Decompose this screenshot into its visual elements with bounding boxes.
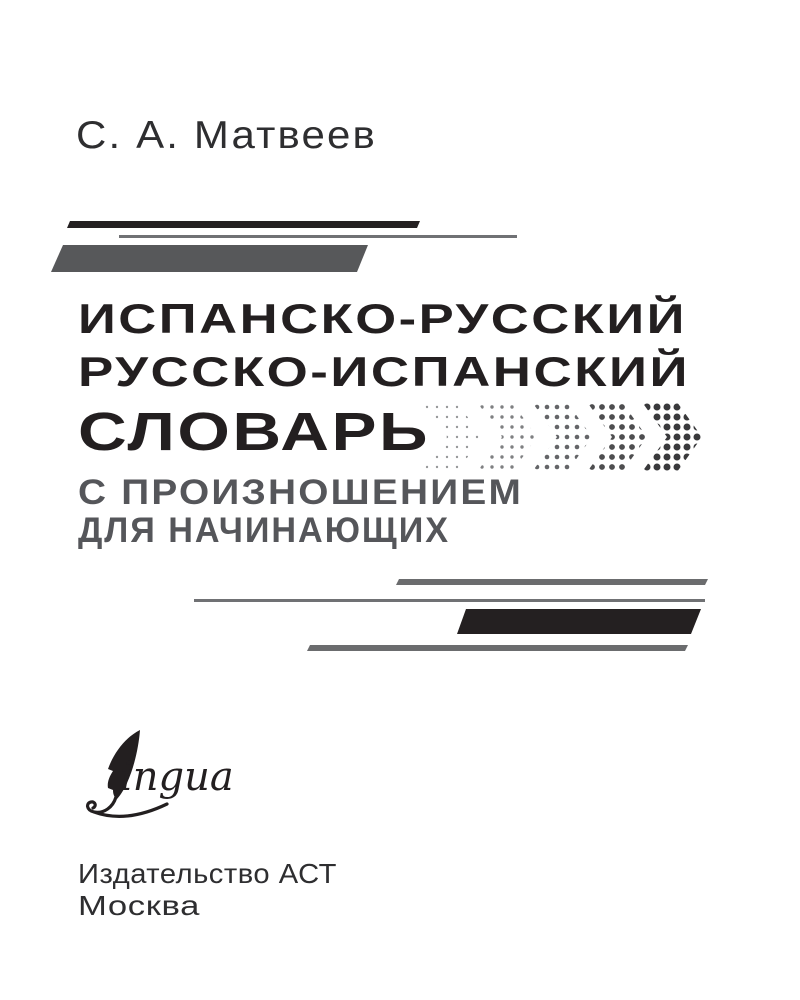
- title-line-3: [78, 402, 430, 462]
- decor-bar-bottom-black: [457, 609, 701, 634]
- subtitle-line-2: [78, 513, 459, 548]
- subtitle-line-2-text: ДЛЯ НАЧИНАЮЩИХ: [78, 511, 450, 550]
- title-line-2-text: РУССКО-ИСПАНСКИЙ: [78, 348, 690, 395]
- publisher-name: [78, 858, 338, 890]
- decor-bar-bottom-gray-2: [307, 645, 688, 651]
- title-line-3-text: СЛОВАРЬ: [78, 402, 430, 462]
- publisher-name-text: Издательство АСТ: [78, 858, 338, 889]
- title-line-1: [78, 295, 687, 342]
- title-line-2: [78, 348, 690, 395]
- logo-script-text: ingua: [120, 754, 234, 800]
- subtitle-line-1-text: С ПРОИЗНОШЕНИЕМ: [78, 473, 523, 512]
- author-name: [76, 114, 377, 158]
- decor-bar-top-black: [67, 221, 420, 228]
- title-line-1-text: ИСПАНСКО-РУССКИЙ: [78, 295, 687, 342]
- publisher-city-text: Москва: [78, 890, 200, 921]
- decor-line-bottom: [194, 599, 705, 602]
- author-name-text: С. А. Матвеев: [76, 114, 377, 157]
- publisher-logo-lingua: [80, 726, 320, 826]
- decor-bar-top-gray: [51, 245, 368, 272]
- subtitle-line-1: [78, 473, 523, 512]
- dotted-chevrons-decoration: [422, 402, 702, 472]
- decor-line-top: [119, 235, 517, 238]
- publisher-city: [78, 890, 200, 922]
- decor-bar-bottom-gray-1: [396, 579, 708, 585]
